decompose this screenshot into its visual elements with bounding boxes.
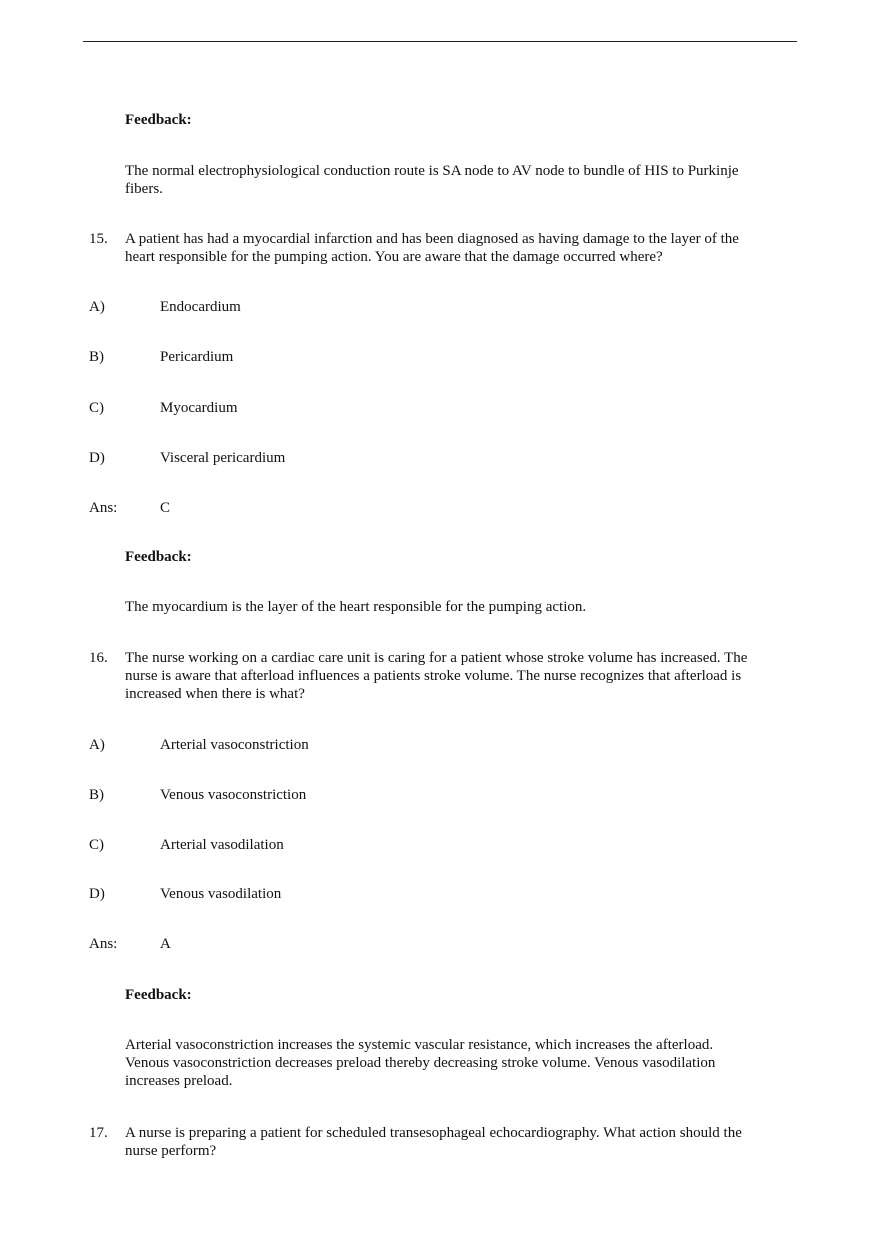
question-number: 16. [89,650,108,666]
question-number: 17. [89,1125,108,1141]
option-text: Visceral pericardium [160,450,286,466]
option-letter: B) [89,349,104,365]
option-letter: B) [89,787,104,803]
option-letter: D) [89,450,105,466]
option-text: Myocardium [160,400,238,416]
option-letter: A) [89,299,105,315]
question-text: A patient has had a myocardial infarction and has been diagnosed as having damage to the layer of the [125,231,739,247]
option-text: Pericardium [160,349,234,365]
feedback-heading: Feedback: [125,112,192,128]
feedback-text: The myocardium is the layer of the heart responsible for the pumping action. [125,599,587,615]
question-text: increased when there is what? [125,686,305,702]
feedback-text: increases preload. [125,1073,233,1089]
answer-value: A [160,936,171,952]
option-letter: A) [89,737,105,753]
header-rule [83,41,797,42]
answer-value: C [160,500,171,516]
question-text: The nurse working on a cardiac care unit is caring for a patient whose stroke volume has increased. The [125,650,748,666]
option-letter: D) [89,886,105,902]
option-letter: C) [89,400,104,416]
question-text: A nurse is preparing a patient for scheduled transesophageal echocardiography. What action should the [125,1125,742,1141]
question-text: heart responsible for the pumping action. You are aware that the damage occurred where? [125,249,663,265]
question-text: nurse perform? [125,1143,217,1159]
question-text: nurse is aware that afterload influences a patients stroke volume. The nurse recognizes that afterload is [125,668,742,684]
option-text: Arterial vasodilation [160,837,284,853]
feedback-heading: Feedback: [125,987,192,1003]
feedback-text: fibers. [125,181,163,197]
answer-label: Ans: [89,500,118,516]
feedback-text: Arterial vasoconstriction increases the systemic vascular resistance, which increases the afterload. [125,1037,714,1053]
option-text: Venous vasodilation [160,886,282,902]
option-text: Endocardium [160,299,241,315]
feedback-text: Venous vasoconstriction decreases preload thereby decreasing stroke volume. Venous vasodilation [125,1055,716,1071]
answer-label: Ans: [89,936,118,952]
option-text: Arterial vasoconstriction [160,737,309,753]
option-text: Venous vasoconstriction [160,787,307,803]
question-number: 15. [89,231,108,247]
option-letter: C) [89,837,104,853]
feedback-text: The normal electrophysiological conduction route is SA node to AV node to bundle of HIS to Purkinje [125,163,739,179]
feedback-heading: Feedback: [125,549,192,565]
